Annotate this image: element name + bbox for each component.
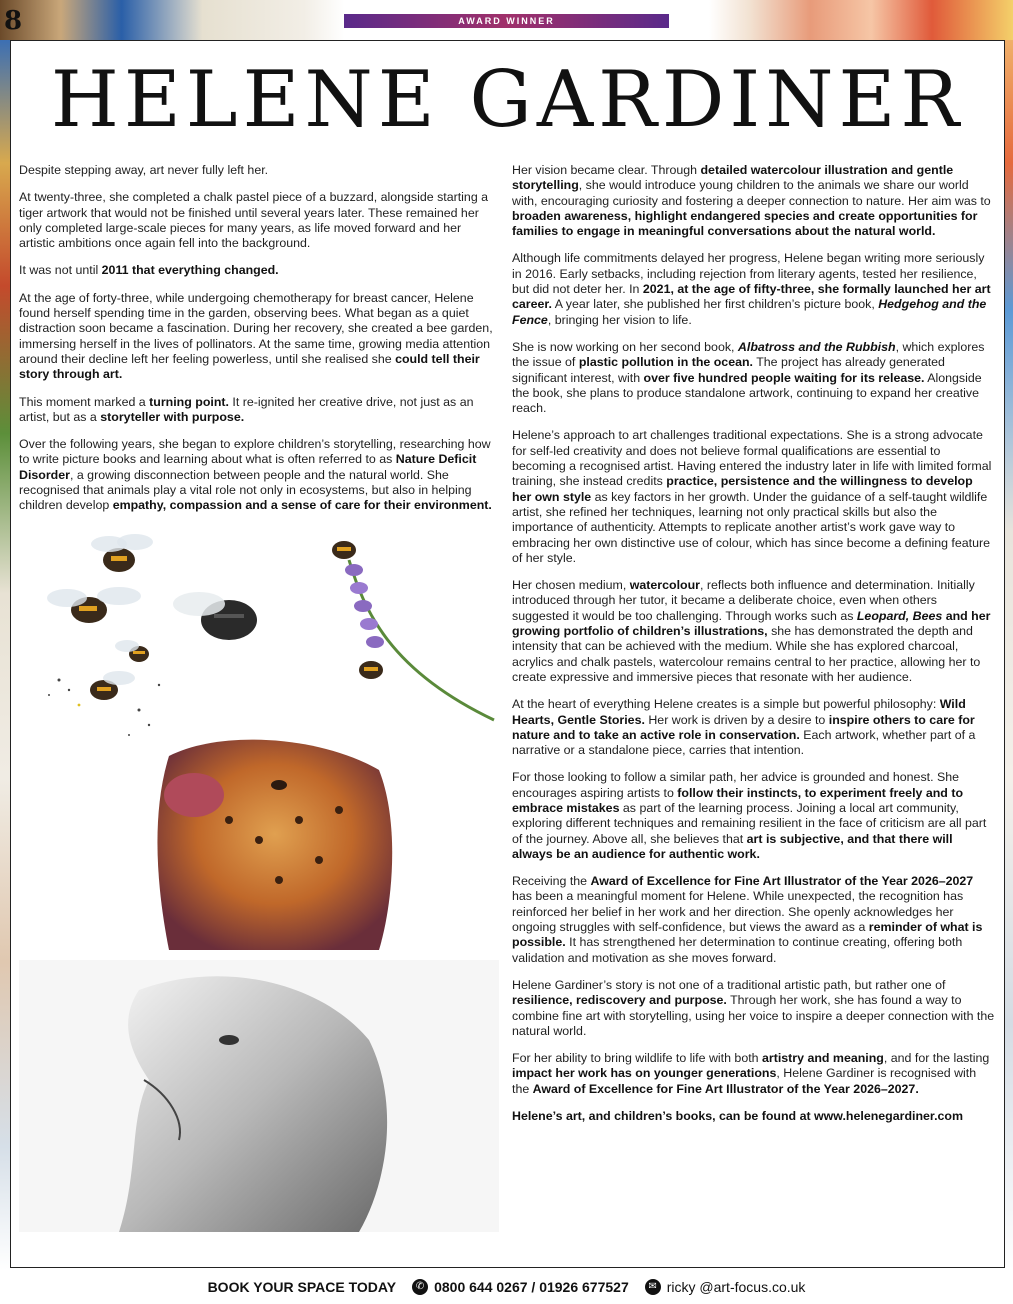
bold-text: Hedgehog and the Fence: [512, 297, 987, 327]
lioness-pencil-illustration: [19, 960, 499, 1232]
text-run: It has strengthened her determination to continue creating, offering both validation and motivation as she moves forward.: [512, 935, 963, 965]
left-column: [19, 163, 499, 526]
paragraph: [512, 1109, 995, 1124]
bold-text: follow their instincts, to experiment freely and to embrace mistakes: [512, 785, 964, 815]
bold-text: impact her work has on younger generations: [512, 1066, 777, 1081]
bold-text: 2011 that everything changed.: [101, 263, 279, 278]
bold-text: Nature Deficit Disorder: [19, 452, 477, 482]
paragraph: [19, 263, 499, 278]
bold-text: broaden awareness, highlight endangered species and create opportunities for families to engage in meaningful conversations about the natural world.: [512, 208, 978, 239]
bold-text: artistry and meaning: [762, 1051, 884, 1066]
paragraph: [19, 437, 499, 513]
award-winner-banner: AWARD WINNER: [344, 14, 669, 28]
footer-email-text: ricky @art-focus.co.uk: [666, 1279, 806, 1295]
phone-icon: ✆: [412, 1279, 428, 1295]
text-run: Over the following years, she began to explore children’s storytelling, researching how to write picture books and learning about what is often referred to as: [19, 437, 491, 467]
bold-text: art is subjective, and that there will always be an audience for authentic work.: [512, 831, 953, 861]
text-run: , she would introduce young children to the animals we share our world with, encouraging curiosity and fostering a deeper connection to nature. Her aim was to: [512, 178, 991, 208]
bold-text: Leopard, Bees: [856, 608, 943, 623]
bee-illustration: [115, 640, 149, 662]
text-run: Despite stepping away, art never fully left her.: [19, 163, 269, 177]
bold-text: plastic pollution in the ocean.: [578, 355, 753, 370]
text-run: Alongside the book, she plans to produce standalone artwork, continuing to expand her creative reach.: [512, 370, 982, 416]
text-run: For those looking to follow a similar path, her advice is grounded and honest. She encourages aspiring artists to: [512, 770, 960, 800]
bold-text: Award of Excellence for Fine Art Illustrator of the Year 2026–2027: [590, 874, 974, 889]
bold-text: over five hundred people waiting for its release.: [643, 370, 925, 385]
article-title: HELENE GARDINER: [50, 55, 965, 145]
bold-text: detailed watercolour illustration and gentle storytelling: [512, 163, 954, 193]
bold-text: Albatross and the Rubbish: [737, 339, 896, 354]
bee-illustration: [47, 587, 141, 623]
text-run: It was not until: [19, 263, 102, 278]
text-run: At twenty-three, she completed a chalk pastel piece of a buzzard, alongside starting a tiger artwork that would not be finished until several years later. These remained her only completed large-scale pieces for many years, as life moved forward and her artistic ambitions once again fell into the background.: [19, 190, 489, 251]
text-run: , Helene Gardiner is recognised with the: [512, 1066, 977, 1096]
bold-text: empathy, compassion and a sense of care for their environment.: [112, 498, 492, 513]
bold-text: reminder of what is possible.: [512, 920, 983, 950]
text-run: At the age of forty-three, while undergoing chemotherapy for breast cancer, Helene found herself spending time in the garden, observing bees. What began as a quiet distraction soon became a fascination. During her recovery, she created a bee garden, immersing herself in the lives of pollinators. At the same time, growing media attention around their decline left her feeling powerless, until she realised she: [19, 290, 493, 366]
text-run: At the heart of everything Helene creates is a simple but powerful philosophy:: [512, 697, 940, 712]
text-run: , a growing disconnection between people and the natural world. She recognised that animals play a vital role not only in ecosystems, but also in helping children develop: [19, 467, 472, 513]
text-run: she has demonstrated the depth and intensity that can be achieved with the medium. While she has explored charcoal, acrylics and chalk pastels, watercolour remains central to her practice, allowing her to create expressive and immersive pieces that resonate with her audience.: [512, 624, 981, 684]
text-run: Her vision became clear. Through: [512, 163, 701, 177]
text-run: This moment marked a: [19, 394, 150, 409]
page-number: 8: [4, 6, 23, 36]
bold-text: and her growing portfolio of children’s illustrations,: [512, 608, 991, 639]
paragraph: [19, 291, 499, 383]
footer-cta: BOOK YOUR SPACE TODAY: [207, 1279, 397, 1295]
text-run: has been a meaningful moment for Helene. While unexpected, the recognition has reinforced her belief in her work and her direction. She openly acknowledges her ongoing struggles with self-confidence, but views the award as a: [512, 889, 964, 935]
paragraph: [512, 428, 995, 566]
paragraph: [512, 251, 995, 327]
text-run: A year later, she published her first children’s picture book,: [551, 297, 879, 312]
bold-text: could tell their story through art.: [19, 351, 480, 382]
text-run: , reflects both influence and determination. Initially introduced through her tutor, it became a deliberate choice, even when others suggested it would be too challenging. Through works such as: [512, 578, 975, 623]
footer-email[interactable]: [645, 1279, 806, 1295]
bold-text: inspire others to care for nature and to take an active role in conservation.: [512, 712, 975, 742]
bold-text: Wild Hearts, Gentle Stories.: [512, 697, 966, 727]
text-run: The project has already generated significant interest, with: [512, 355, 945, 385]
bold-text: Award of Excellence for Fine Art Illustrator of the Year 2026–2027.: [532, 1081, 919, 1096]
paragraph: [512, 340, 995, 416]
bold-text: practice, persistence and the willingness to develop her own style: [512, 474, 973, 504]
paragraph: [512, 770, 995, 862]
bold-text: turning point.: [149, 394, 229, 409]
paragraph: [512, 1051, 995, 1097]
bold-text: storyteller with purpose.: [100, 409, 245, 424]
artwork-svg: [19, 520, 499, 1232]
leopard-cub-illustration: [157, 740, 392, 950]
email-icon: ✉: [645, 1279, 661, 1295]
footer: [0, 1272, 1013, 1302]
text-run: Her chosen medium,: [512, 578, 630, 593]
artwork-collage: [19, 520, 499, 1232]
text-run: Helene’s approach to art challenges traditional expectations. She is a strong advocate for self-led creativity and does not believe formal qualifications are essential to becoming a recognised artist. Having entered the industry later in life with limited formal training, she instead credits: [512, 428, 992, 489]
paragraph: [512, 578, 995, 685]
text-run: Although life commitments delayed her progress, Helene began writing more seriously in 2016. Early setbacks, including rejection from literary agents, tested her resilience, but did not deter her. In: [512, 251, 985, 297]
paragraph: [19, 163, 499, 178]
bee-illustration: [90, 671, 135, 700]
text-run: She is now working on her second book,: [512, 339, 738, 354]
text-run: Helene Gardiner’s story is not one of a traditional artistic path, but rather one of: [512, 977, 946, 992]
paragraph: [19, 190, 499, 251]
bold-text: resilience, rediscovery and purpose.: [512, 993, 727, 1008]
bee-illustration: [91, 534, 153, 572]
footer-phone-text: 0800 644 0267 / 01926 677527: [434, 1279, 629, 1295]
text-run: It re-ignited her creative drive, not just as an artist, but as a: [19, 394, 474, 424]
text-run: Through her work, she has found a way to combine fine art with storytelling, using her voice to inspire a deeper connection with the natural world.: [512, 993, 995, 1038]
lavender-sprig-illustration: [332, 541, 494, 720]
text-run: For her ability to bring wildlife to life with both: [512, 1051, 762, 1066]
text-run: , and for the lasting: [883, 1051, 990, 1066]
bold-text: 2021, at the age of fifty-three, she formally launched her art career.: [512, 282, 991, 312]
paragraph: [512, 978, 995, 1039]
paragraph: [512, 697, 995, 758]
right-column: [512, 163, 995, 1136]
paragraph: [19, 395, 499, 426]
text-run: as part of the learning process. Joining a local art community, exploring different techniques and remaining resilient in the face of criticism are all part of the journey. Above all, she believes that: [512, 800, 987, 846]
text-run: Each artwork, whether part of a narrative or a standalone piece, carries that intention.: [512, 727, 976, 758]
bee-illustration: [173, 592, 257, 640]
footer-phone[interactable]: [412, 1279, 629, 1295]
bold-text: Helene’s art, and children’s books, can be found at www.helenegardiner.com: [512, 1109, 963, 1124]
paragraph: [512, 874, 995, 966]
text-run: , which explores the issue of: [512, 339, 985, 370]
text-run: Her work is driven by a desire to: [644, 712, 829, 727]
text-run: Receiving the: [512, 874, 591, 889]
paragraph: [512, 163, 995, 239]
text-run: , bringing her vision to life.: [547, 312, 692, 327]
bold-text: watercolour: [629, 578, 700, 593]
text-run: as key factors in her growth. Under the guidance of a self-taught wildlife artist, she refined her techniques, learning not only practical skills but also the importance of authenticity. Attempts to replicate another artist’s work gave way to embracing her own distinctive use of colour, which has since become a defining feature of her style.: [512, 489, 990, 565]
